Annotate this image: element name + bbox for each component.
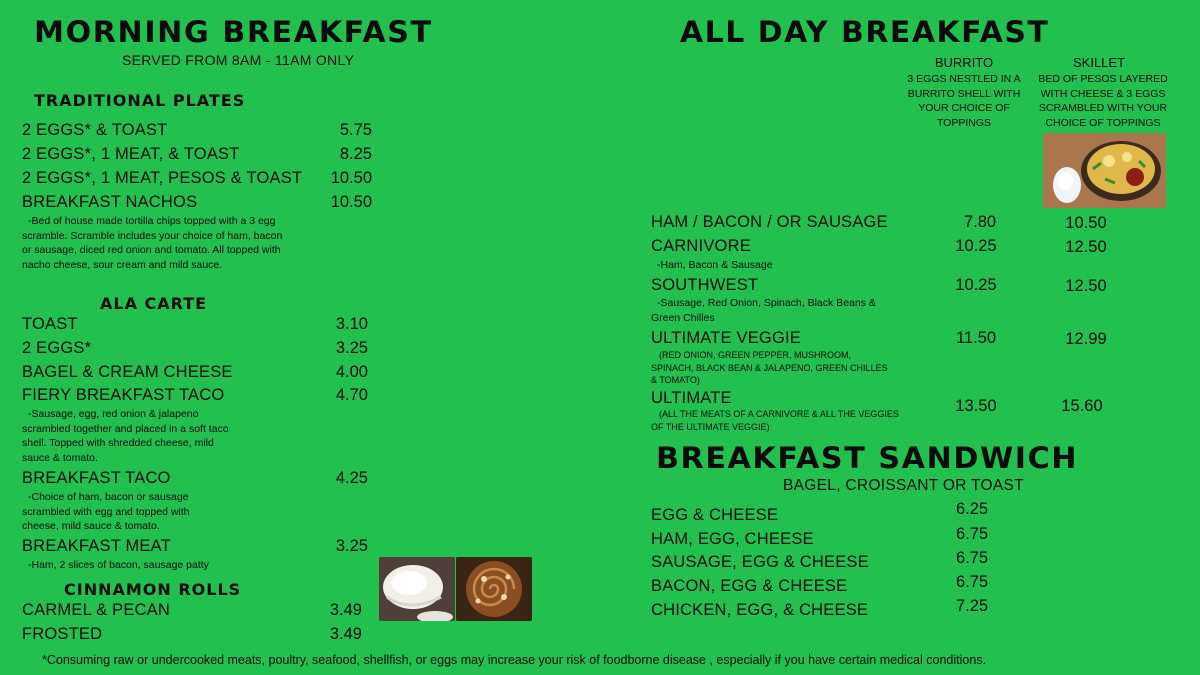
menu-item-name: CHICKEN, EGG, & CHEESE (651, 601, 869, 619)
menu-item-price: 4.00 (335, 363, 368, 381)
skillet-photo (1043, 133, 1166, 208)
menu-item-name: TOAST (22, 315, 78, 333)
menu-item-price: 3.25 (335, 339, 368, 357)
breakfast-sandwich-subtitle: BAGEL, CROISSANT OR TOAST (783, 477, 1024, 494)
burrito-price: 7.80 (963, 213, 997, 231)
food-safety-disclaimer: *Consuming raw or undercooked meats, poultry, seafood, shellfish, or eggs may increase your risk of foodborne disease , especially if you have certain medical conditions. (42, 653, 987, 667)
menu-item-name: HAM, EGG, CHEESE (651, 530, 814, 548)
breakfast-sandwich-title: BREAKFAST SANDWICH (656, 441, 1079, 475)
menu-item-price: 3.25 (335, 537, 368, 555)
menu-item-name: BACON, EGG & CHEESE (651, 577, 848, 595)
carnivore-description: -Ham, Bacon & Sausage (657, 259, 773, 271)
skillet-price: 10.50 (1065, 214, 1107, 232)
menu-item-price: 6.75 (955, 573, 989, 591)
menu-item-name: CARNIVORE (651, 237, 751, 255)
menu-item-name: BREAKFAST TACO (22, 469, 171, 487)
frosted-roll-photo (379, 557, 455, 621)
menu-item-name: SAUSAGE, EGG & CHEESE (651, 553, 869, 571)
menu-item-name: 2 EGGS*, 1 MEAT, PESOS & TOAST (22, 169, 303, 187)
menu-item-name: HAM / BACON / OR SAUSAGE (651, 213, 888, 231)
burrito-column-description: 3 EGGS NESTLED IN A BURRITO SHELL WITH YOUR CHOICE OF TOPPINGS (907, 73, 1021, 129)
menu-item-name: 2 EGGS* (22, 339, 92, 357)
menu-item-name: CARMEL & PECAN (22, 601, 170, 619)
burrito-price: 11.50 (955, 329, 997, 347)
morning-breakfast-subtitle: SERVED FROM 8AM - 11AM ONLY (122, 52, 355, 68)
menu-item-price: 3.49 (329, 601, 362, 619)
skillet-column-header: SKILLET (1072, 55, 1126, 70)
skillet-column-description: BED OF PESOS LAYERED WITH CHEESE & 3 EGGS SCRAMBLED WITH YOUR CHOICE OF TOPPINGS (1038, 73, 1168, 129)
menu-item-name: BREAKFAST NACHOS (22, 193, 198, 211)
southwest-description: -Sausage, Red Onion, Spinach, Black Beans & Green Chilles (651, 297, 876, 324)
breakfast-meat-description: -Ham, 2 slices of bacon, sausage patty (28, 559, 209, 571)
ultimate-veggie-description: (RED ONION, GREEN PEPPER, MUSHROOM, SPINACH, BLACK BEAN & JALAPENO, GREEN CHILLES & TOMATO) (651, 350, 888, 385)
menu-item-price: 5.75 (339, 121, 372, 139)
menu-item-price: 3.10 (335, 315, 368, 333)
menu-item-name: ULTIMATE VEGGIE (651, 329, 801, 347)
menu-item-price: 6.75 (955, 549, 989, 567)
burrito-price: 10.25 (955, 276, 997, 294)
menu-item-name: ULTIMATE (651, 389, 732, 407)
skillet-price: 15.60 (1061, 397, 1103, 415)
breakfast-taco-description: -Choice of ham, bacon or sausage scrambled with egg and topped with cheese, mild sauce & tomato. (22, 491, 190, 532)
menu-item-name: 2 EGGS* & TOAST (22, 121, 168, 139)
menu-item-name: FIERY BREAKFAST TACO (22, 386, 225, 404)
menu-item-price: 7.25 (955, 597, 989, 615)
menu-item-price: 3.49 (329, 625, 362, 643)
skillet-price: 12.50 (1065, 238, 1107, 256)
cinnamon-rolls-title: CINNAMON ROLLS (64, 580, 242, 599)
menu-item-price: 4.25 (335, 469, 368, 487)
menu-item-name: FROSTED (22, 625, 103, 643)
fiery-taco-description: -Sausage, egg, red onion & jalapeno scrambled together and placed in a soft taco shell. Topped with shredded cheese, mild sauce & tomato. (22, 408, 229, 464)
menu-item-name: EGG & CHEESE (651, 506, 779, 524)
menu-item-price: 6.25 (955, 500, 989, 518)
menu-item-price: 8.25 (339, 145, 372, 163)
menu-item-name: SOUTHWEST (651, 276, 759, 294)
burrito-price: 13.50 (955, 397, 997, 415)
menu-item-name: BAGEL & CREAM CHEESE (22, 363, 233, 381)
burrito-price: 10.25 (955, 237, 997, 255)
skillet-price: 12.99 (1065, 330, 1107, 348)
burrito-column-header: BURRITO (934, 55, 994, 70)
skillet-price: 12.50 (1065, 277, 1107, 295)
ala-carte-title: ALA CARTE (100, 294, 208, 313)
menu-item-name: 2 EGGS*, 1 MEAT, & TOAST (22, 145, 240, 163)
menu-item-price: 4.70 (335, 386, 368, 404)
morning-breakfast-title: MORNING BREAKFAST (34, 15, 433, 49)
ultimate-description: (ALL THE MEATS OF A CARNIVORE & ALL THE VEGGIES OF THE ULTIMATE VEGGIE) (651, 409, 899, 432)
menu-item-price: 10.50 (330, 169, 372, 187)
pecan-roll-photo (456, 557, 532, 621)
menu-item-price: 10.50 (330, 193, 372, 211)
all-day-breakfast-title: ALL DAY BREAKFAST (680, 15, 1050, 49)
traditional-plates-title: TRADITIONAL PLATES (34, 91, 246, 110)
menu-item-price: 6.75 (955, 525, 989, 543)
nachos-description: -Bed of house made tortilla chips topped with a 3 egg scramble. Scramble includes your choice of ham, bacon or sausage, diced red onion and tomato. All topped with nacho cheese, sour cream and mild sauce. (22, 215, 283, 271)
menu-item-name: BREAKFAST MEAT (22, 537, 171, 555)
